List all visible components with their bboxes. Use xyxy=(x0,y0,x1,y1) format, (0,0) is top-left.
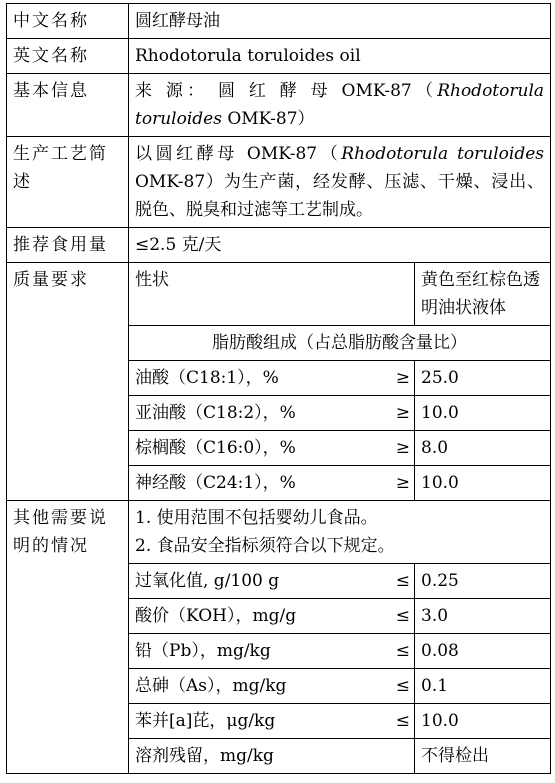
label-name-en: 英文名称 xyxy=(7,39,129,74)
value-basic-info xyxy=(129,74,551,137)
process-latin: Rhodotorula toruloides xyxy=(341,144,545,164)
indicator-name: 苯并[a]芘，μg/kg xyxy=(129,704,339,739)
indicator-name: 酸价（KOH），mg/g xyxy=(129,599,339,634)
indicator-value: 0.1 xyxy=(415,669,551,704)
spec-document xyxy=(6,3,550,774)
row-other-notes xyxy=(7,501,551,564)
label-dosage: 推荐食用量 xyxy=(7,228,129,263)
appearance-label: 性状 xyxy=(129,263,415,326)
fatty-acid-value: 10.0 xyxy=(415,396,551,431)
row-dosage xyxy=(7,228,551,263)
value-name-cn: 圆红酵母油 xyxy=(129,4,551,39)
basic-suffix: OMK-87） xyxy=(221,109,315,129)
process-suffix: OMK-87）为生产菌，经发酵、压滤、干燥、浸出、脱色、脱臭和过滤等工艺制成。 xyxy=(135,172,545,220)
indicator-name: 过氧化值, g/100 g xyxy=(129,564,339,599)
fatty-acid-name: 油酸（C18:1），% xyxy=(129,361,339,396)
note-1: 1. 使用范围不包括婴幼儿食品。 xyxy=(135,508,378,528)
value-name-en: Rhodotorula toruloides oil xyxy=(129,39,551,74)
indicator-sym: ≤ xyxy=(339,669,415,704)
basic-latin: Rhodotorula toruloides xyxy=(135,81,545,129)
fatty-acid-value: 25.0 xyxy=(415,361,551,396)
fatty-acid-name: 神经酸（C24:1），% xyxy=(129,466,339,501)
row-basic-info xyxy=(7,74,551,137)
fatty-acid-sym: ≥ xyxy=(339,361,415,396)
fatty-acid-sym: ≥ xyxy=(339,396,415,431)
fatty-acid-value: 10.0 xyxy=(415,466,551,501)
note-2: 2. 食品安全指标须符合以下规定。 xyxy=(135,536,395,556)
indicator-value: 不得检出 xyxy=(415,739,551,774)
indicator-name: 溶剂残留，mg/kg xyxy=(129,739,339,774)
indicator-sym: ≤ xyxy=(339,704,415,739)
spec-table xyxy=(6,3,551,774)
fatty-acid-value: 8.0 xyxy=(415,431,551,466)
indicator-value: 0.25 xyxy=(415,564,551,599)
value-process xyxy=(129,137,551,228)
row-process xyxy=(7,137,551,228)
indicator-value: 0.08 xyxy=(415,634,551,669)
fatty-acid-name: 亚油酸（C18:2），% xyxy=(129,396,339,431)
other-notes xyxy=(129,501,551,564)
label-name-cn: 中文名称 xyxy=(7,4,129,39)
indicator-sym: ≤ xyxy=(339,634,415,669)
row-appearance xyxy=(7,263,551,326)
indicator-name: 总砷（As），mg/kg xyxy=(129,669,339,704)
label-other: 其他需要说明的情况 xyxy=(7,501,129,774)
indicator-sym: ≤ xyxy=(339,599,415,634)
fatty-acid-name: 棕榈酸（C16:0），% xyxy=(129,431,339,466)
label-quality: 质量要求 xyxy=(7,263,129,501)
indicator-sym: ≤ xyxy=(339,564,415,599)
indicator-sym xyxy=(339,739,415,774)
process-prefix: 以圆红酵母 OMK-87（ xyxy=(135,144,342,164)
label-basic-info: 基本信息 xyxy=(7,74,129,137)
indicator-value: 10.0 xyxy=(415,704,551,739)
value-dosage: ≤2.5 克/天 xyxy=(129,228,551,263)
basic-prefix: 来 源： 圆 红 酵 母 OMK-87（ xyxy=(135,81,438,101)
indicator-value: 3.0 xyxy=(415,599,551,634)
fatty-acid-header: 脂肪酸组成（占总脂肪酸含量比） xyxy=(129,326,551,361)
fatty-acid-sym: ≥ xyxy=(339,466,415,501)
row-name-cn xyxy=(7,4,551,39)
fatty-acid-sym: ≥ xyxy=(339,431,415,466)
indicator-name: 铅（Pb），mg/kg xyxy=(129,634,339,669)
row-name-en xyxy=(7,39,551,74)
label-process: 生产工艺简述 xyxy=(7,137,129,228)
appearance-value: 黄色至红棕色透明油状液体 xyxy=(415,263,551,326)
